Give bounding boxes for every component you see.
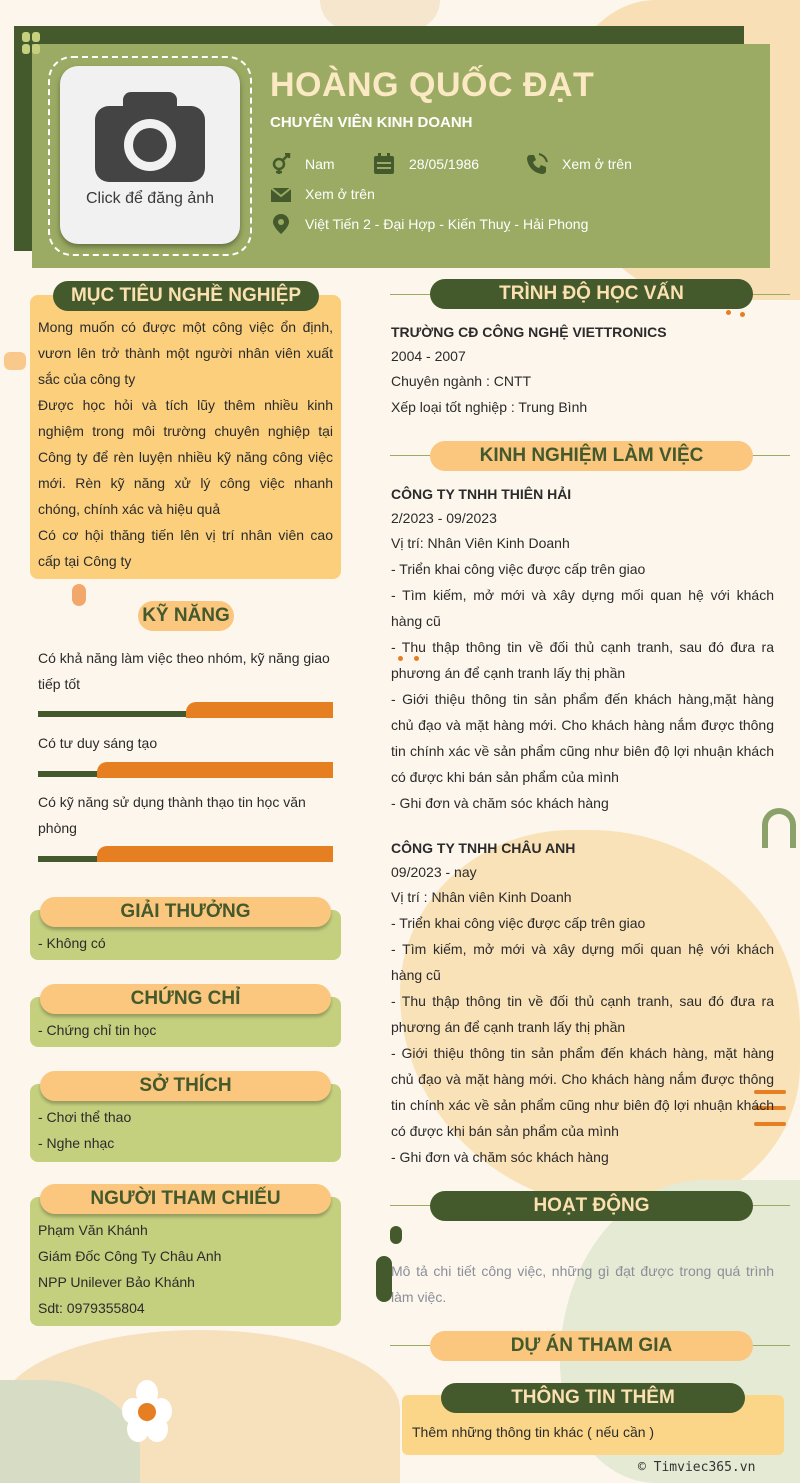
skill-name-3: Có kỹ năng sử dụng thành thạo tin học văn phòng: [38, 794, 306, 836]
job-duty: - Ghi đơn và chăm sóc khách hàng: [391, 1149, 609, 1165]
candidate-title: CHUYÊN VIÊN KINH DOANH: [270, 114, 473, 131]
photo-upload[interactable]: [60, 66, 240, 244]
mail-icon: [270, 184, 292, 206]
job-duty: - Giới thiệu thông tin sản phẩm đến khách hàng,mặt hàng chủ đạo và mặt hàng mới. Cho khách hàng nắm được thông tin chính xác về sản phẩm cũng như biên độ lợi nhuận khách có được khi bán sản phẩm của mình: [391, 691, 774, 785]
decor-shape: [376, 1256, 392, 1302]
footer-credit: © Timviec365.vn: [638, 1460, 756, 1475]
education-major: Chuyên ngành : CNTT: [391, 373, 532, 389]
skill-fill-3: [97, 846, 333, 862]
skill-name-1: Có khả năng làm việc theo nhóm, kỹ năng giao tiếp tốt: [38, 650, 330, 692]
job-position: Vị trí: Nhân Viên Kinh Doanh: [391, 535, 570, 551]
reference-line: Giám Đốc Công Ty Châu Anh: [38, 1248, 222, 1264]
hobby-item: - Chơi thể thao: [38, 1109, 132, 1125]
decor-flower: [122, 1380, 172, 1440]
objective-heading: MỤC TIÊU NGHỀ NGHIỆP: [53, 281, 319, 311]
skill-name-2: Có tư duy sáng tạo: [38, 735, 158, 751]
phone-value: Xem ở trên: [562, 156, 632, 172]
job-company: CÔNG TY TNHH THIÊN HẢI: [391, 486, 572, 502]
decor-dot: [726, 310, 731, 315]
job-duty: - Tìm kiếm, mở mới và xây dựng mối quan hệ với khách hàng cũ: [391, 587, 774, 629]
hobbies-heading: SỞ THÍCH: [40, 1071, 331, 1101]
hobby-item: - Nghe nhạc: [38, 1135, 115, 1151]
certificate-item: - Chứng chỉ tin học: [38, 1022, 157, 1038]
phone-icon: [526, 153, 548, 175]
experience-heading: KINH NGHIỆM LÀM VIỆC: [430, 441, 753, 471]
decor-dot: [740, 312, 745, 317]
job-position: Vị trí : Nhân viên Kinh Doanh: [391, 889, 572, 905]
education-school: TRƯỜNG CĐ CÔNG NGHỆ VIETTRONICS: [391, 324, 667, 340]
job-period: 2/2023 - 09/2023: [391, 510, 497, 526]
education-grade: Xếp loại tốt nghiệp : Trung Bình: [391, 399, 588, 415]
job-company: CÔNG TY TNHH CHÂU ANH: [391, 840, 576, 856]
skills-heading: KỸ NĂNG: [138, 601, 234, 631]
reference-line: Phạm Văn Khánh: [38, 1222, 148, 1238]
job-duty: - Triển khai công việc được cấp trên giao: [391, 915, 646, 931]
job-duty: - Tìm kiếm, mở mới và xây dựng mối quan hệ với khách hàng cũ: [391, 941, 774, 983]
gender-icon: [270, 153, 292, 175]
award-item: - Không có: [38, 935, 106, 951]
skill-fill-1: [186, 702, 333, 718]
job-period: 09/2023 - nay: [391, 864, 477, 880]
activities-placeholder[interactable]: Mô tả chi tiết công việc, những gì đạt được trong quá trình làm việc.: [391, 1263, 774, 1305]
projects-heading: DỰ ÁN THAM GIA: [430, 1331, 753, 1361]
objective-text-2: Được học hỏi và tích lũy thêm nhiều kinh nghiệm trong môi trường chuyên nghiệp tại Công ty để rèn luyện nhiều kỹ năng công việc mới. Rèn kỹ năng xử lý công việc nhanh chóng, chính xác và hiệu quả: [38, 397, 333, 517]
decor-leaf: [22, 32, 42, 56]
address-value: Việt Tiến 2 - Đại Hợp - Kiến Thuỵ - Hải Phong: [305, 216, 589, 232]
job-duty: - Triển khai công việc được cấp trên giao: [391, 561, 646, 577]
decor-shape: [72, 584, 86, 606]
extra-heading: THÔNG TIN THÊM: [441, 1383, 745, 1413]
objective-text-1: Mong muốn có được một công việc ổn định, vươn lên trở thành một người nhân viên xuất sắc của công ty: [38, 319, 333, 387]
job-duty: - Giới thiệu thông tin sản phẩm đến khách hàng, mặt hàng chủ đạo và mặt hàng mới. Cho khách hàng nắm được thông tin chính xác về sản phẩm cũng như biên độ lợi nhuận khách có được khi bán sản phẩm của mình: [391, 1045, 774, 1139]
skill-fill-2: [97, 762, 333, 778]
photo-caption: Click để đăng ảnh: [85, 190, 215, 207]
gender-value: Nam: [305, 156, 335, 172]
candidate-name: HOÀNG QUỐC ĐẠT: [270, 66, 595, 104]
reference-line: NPP Unilever Bảo Khánh: [38, 1274, 195, 1290]
awards-heading: GIẢI THƯỞNG: [40, 897, 331, 927]
job-duty: - Ghi đơn và chăm sóc khách hàng: [391, 795, 609, 811]
education-period: 2004 - 2007: [391, 348, 466, 364]
camera-icon: [95, 90, 205, 182]
reference-line: Sdt: 0979355804: [38, 1300, 145, 1316]
references-heading: NGƯỜI THAM CHIẾU: [40, 1184, 331, 1214]
education-heading: TRÌNH ĐỘ HỌC VẤN: [430, 279, 753, 309]
objective-text-3: Có cơ hội thăng tiến lên vị trí nhân viên cao cấp tại Công ty: [38, 527, 333, 569]
email-value: Xem ở trên: [305, 186, 375, 202]
job-duty: - Thu thập thông tin về đối thủ cạnh tranh, sau đó đưa ra phương án để cạnh tranh lấy thị phần: [391, 639, 774, 681]
location-icon: [270, 213, 292, 235]
calendar-icon: [373, 153, 395, 175]
decor-shape: [4, 352, 26, 370]
job-duty: - Thu thập thông tin về đối thủ cạnh tranh, sau đó đưa ra phương án để cạnh tranh lấy thị phần: [391, 993, 774, 1035]
dob-value: 28/05/1986: [409, 156, 480, 172]
extra-text[interactable]: Thêm những thông tin khác ( nếu cần ): [412, 1424, 655, 1440]
certificates-heading: CHỨNG CHỈ: [40, 984, 331, 1014]
activities-heading: HOẠT ĐỘNG: [430, 1191, 753, 1221]
decor-shape: [390, 1226, 402, 1244]
